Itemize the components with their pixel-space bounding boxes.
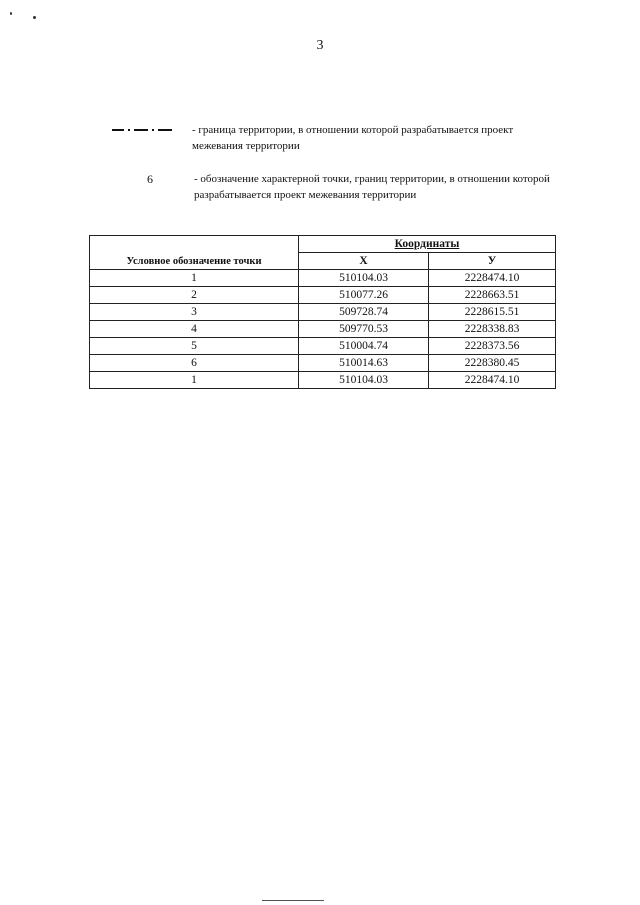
- cell-x: 510004.74: [299, 338, 429, 355]
- coordinates-group-header: [299, 236, 556, 253]
- coordinates-table: [89, 235, 556, 389]
- cell-y: 2228615.51: [429, 304, 556, 321]
- cell-point: 1: [90, 372, 299, 389]
- coordinates-header-label: Координаты: [394, 238, 460, 250]
- cell-x: 509728.74: [299, 304, 429, 321]
- cell-y: 2228380.45: [429, 355, 556, 372]
- cell-point: 1: [90, 270, 299, 287]
- cell-x: 509770.53: [299, 321, 429, 338]
- boundary-line-icon: [112, 128, 176, 132]
- cell-y: 2228474.10: [429, 270, 556, 287]
- cell-point: 3: [90, 304, 299, 321]
- x-column-header: Х: [299, 253, 429, 270]
- point-column-header: Условное обозначение точки: [90, 236, 299, 270]
- coordinates-table-body: [90, 270, 556, 389]
- cell-point: 5: [90, 338, 299, 355]
- table-row: [90, 338, 556, 355]
- legend-text-point: - обозначение характерной точки, границ территории, в отношении которой разрабатывается проект межевания территории: [194, 173, 550, 201]
- table-header-row: [90, 236, 556, 253]
- scan-speck: [10, 12, 12, 15]
- table-row: [90, 304, 556, 321]
- legend-text-boundary: - граница территории, в отношении которой разрабатывается проект межевания территории: [192, 124, 514, 152]
- table-row: [90, 372, 556, 389]
- y-column-header: У: [429, 253, 556, 270]
- cell-x: 510104.03: [299, 270, 429, 287]
- cell-y: 2228338.83: [429, 321, 556, 338]
- cell-x: 510014.63: [299, 355, 429, 372]
- cell-point: 6: [90, 355, 299, 372]
- cell-y: 2228663.51: [429, 287, 556, 304]
- page-number: 3: [316, 38, 324, 53]
- cell-x: 510104.03: [299, 372, 429, 389]
- cell-point: 2: [90, 287, 299, 304]
- table-row: [90, 355, 556, 372]
- table-row: [90, 321, 556, 338]
- cell-y: 2228474.10: [429, 372, 556, 389]
- scan-speck: [33, 16, 36, 19]
- bottom-divider: [262, 900, 324, 901]
- table-row: [90, 287, 556, 304]
- table-row: [90, 270, 556, 287]
- cell-x: 510077.26: [299, 287, 429, 304]
- cell-point: 4: [90, 321, 299, 338]
- legend-point-symbol: 6: [147, 172, 153, 186]
- cell-y: 2228373.56: [429, 338, 556, 355]
